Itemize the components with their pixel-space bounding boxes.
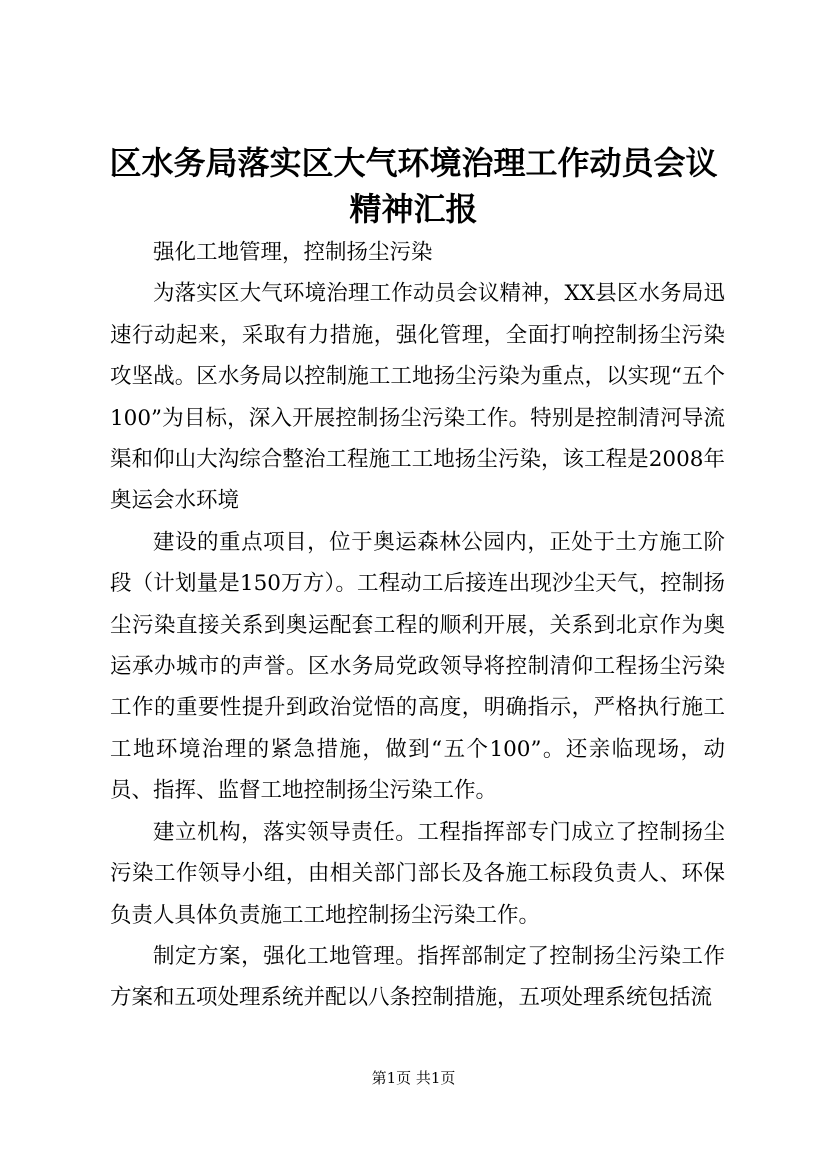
- page-footer: 第1页 共1页: [371, 1069, 456, 1087]
- paragraph: 建立机构，落实领导责任。工程指挥部专门成立了控制扬尘污染工作领导小组，由相关部门部长及各施工标段负责人、环保负责人具体负责施工工地控制扬尘污染工作。: [110, 819, 725, 928]
- paragraph-heading: 强化工地管理，控制扬尘污染: [153, 240, 433, 265]
- paragraph: 制定方案，强化工地管理。指挥部制定了控制扬尘污染工作方案和五项处理系统并配以八条控制措施，五项处理系统包括流: [110, 943, 725, 1011]
- document-title: 区水务局落实区大气环境治理工作动员会议精神汇报: [109, 144, 718, 228]
- document-body: [110, 232, 725, 1019]
- paragraph: 为落实区大气环境治理工作动员会议精神，XX县区水务局迅速行动起来，采取有力措施，强化管理，全面打响控制扬尘污染攻坚战。区水务局以控制施工工地扬尘污染为重点，以实现“五个100”为目标，深入开展控制扬尘污染工作。特别是控制清河导流渠和仰山大沟综合整治工程施工工地扬尘污染，该工程是2008年奥运会水环境: [110, 281, 725, 514]
- paragraph: 建设的重点项目，位于奥运森林公园内，正处于土方施工阶段（计划量是150万方）。工程动工后接连出现沙尘天气，控制扬尘污染直接关系到奥运配套工程的顺利开展，关系到北京作为奥运承办城市的声誉。区水务局党政领导将控制清仰工程扬尘污染工作的重要性提升到政治觉悟的高度，明确指示，严格执行施工工地环境治理的紧急措施，做到“五个100”。还亲临现场，动员、指挥、监督工地控制扬尘污染工作。: [110, 529, 725, 804]
